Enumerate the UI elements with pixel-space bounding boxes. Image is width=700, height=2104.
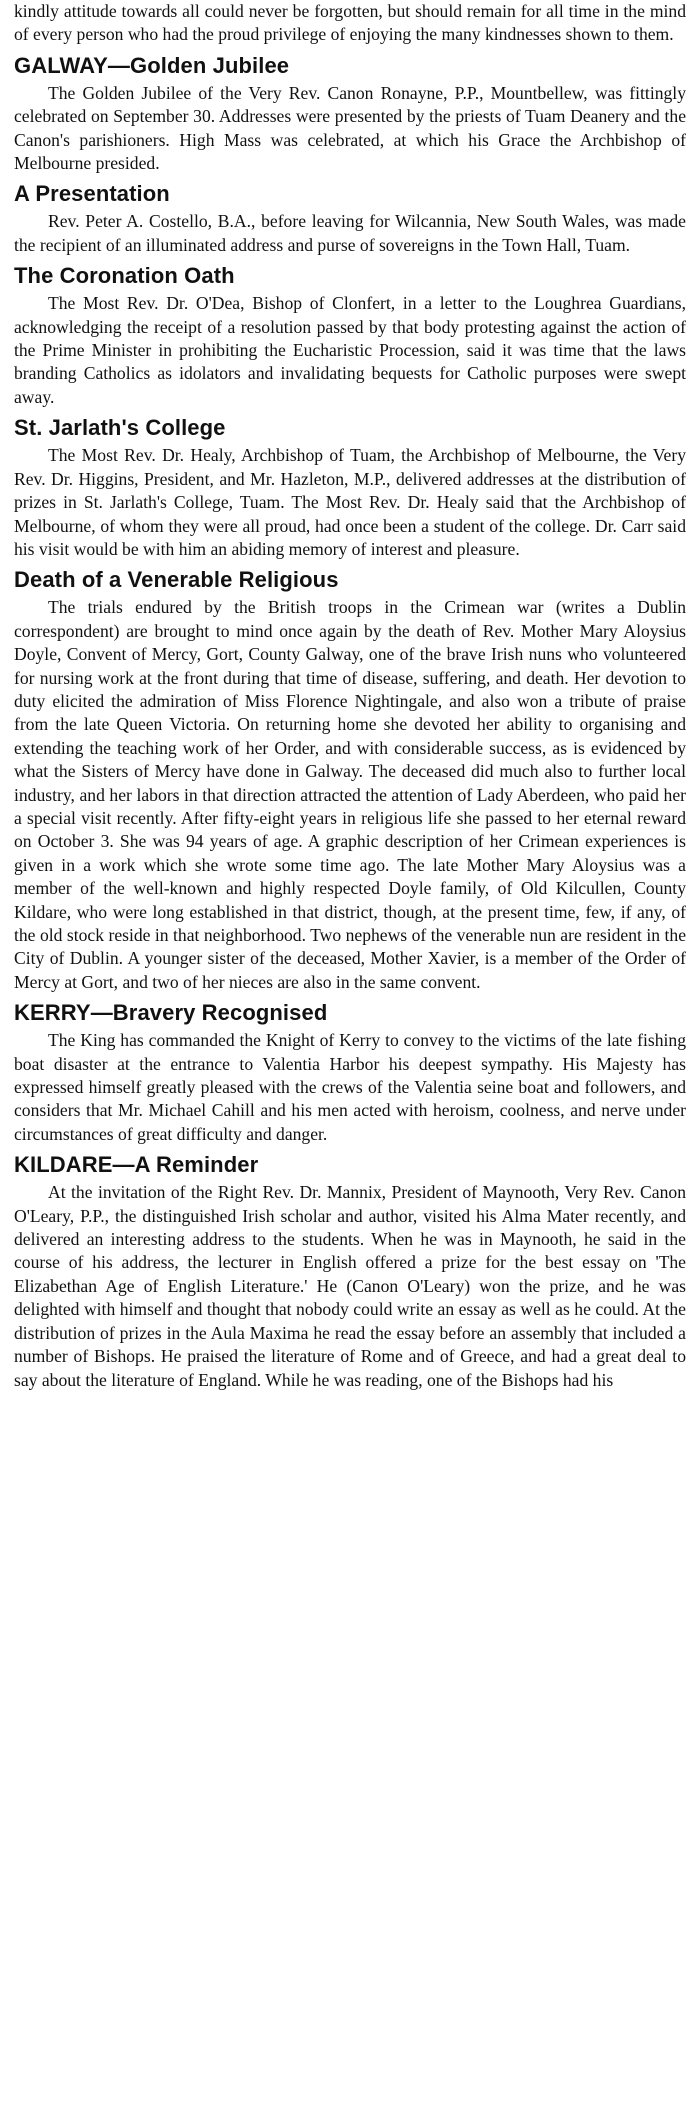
section-heading: KERRY—Bravery Recognised xyxy=(14,1000,328,1026)
section-coronation-oath xyxy=(14,262,686,409)
section-heading: St. Jarlath's College xyxy=(14,415,226,441)
section-body: The Most Rev. Dr. Healy, Archbishop of Tuam, the Archbishop of Melbourne, the Very Rev. Dr. Higgins, President, and Mr. Hazleton, M.P., delivered addresses at the distribution of prizes in St. Jarlath's College, Tuam. The Most Rev. Dr. Healy said that the Archbishop of Melbourne, of whom they were all proud, had once been a student of the college. Dr. Carr said his visit would be with him an abiding memory of interest and pleasure. xyxy=(14,445,686,559)
section-kildare-a-reminder xyxy=(14,1151,686,1392)
section-body: The Golden Jubilee of the Very Rev. Canon Ronayne, P.P., Mountbellew, was fittingly celebrated on September 30. Addresses were presented by the priests of Tuam Deanery and the Canon's parishioners. High Mass was celebrated, at which his Grace the Archbishop of Melbourne presided. xyxy=(14,82,686,174)
section-heading: Death of a Venerable Religious xyxy=(14,567,339,593)
section-death-of-venerable-religious xyxy=(14,566,686,994)
section-body: The Most Rev. Dr. O'Dea, Bishop of Clonfert, in a letter to the Loughrea Guardians, acknowledging the receipt of a resolution passed by that body protesting against the action of the Prime Minister in prohibiting the Eucharistic Procession, said it was time that the laws branding Catholics as idolators and invalidating bequests for Catholic purposes were swept away. xyxy=(14,293,686,407)
section-heading: KILDARE—A Reminder xyxy=(14,1152,259,1178)
section-heading: GALWAY—Golden Jubilee xyxy=(14,52,290,78)
section-kerry-bravery-recognised xyxy=(14,999,686,1146)
section-galway-golden-jubilee xyxy=(14,52,686,176)
section-a-presentation xyxy=(14,180,686,257)
section-body: Rev. Peter A. Costello, B.A., before leaving for Wilcannia, New South Wales, was made the recipient of an illuminated address and purse of sovereigns in the Town Hall, Tuam. xyxy=(14,211,686,255)
section-st-jarlaths-college xyxy=(14,414,686,561)
section-heading: The Coronation Oath xyxy=(14,263,235,289)
section-heading: A Presentation xyxy=(14,181,170,207)
section-body: The King has commanded the Knight of Kerry to convey to the victims of the late fishing boat disaster at the entrance to Valentia Harbor his deepest sympathy. His Majesty has expressed himself greatly pleased with the crews of the Valentia seine boat and followers, and considers that Mr. Michael Cahill and his men acted with heroism, coolness, and nerve under circumstances of great difficulty and danger. xyxy=(14,1030,686,1144)
section-body: The trials endured by the British troops in the Crimean war (writes a Dublin correspondent) are brought to mind once again by the death of Rev. Mother Mary Aloysius Doyle, Convent of Mercy, Gort, County Galway, one of the brave Irish nuns who volunteered for nursing work at the front during that time of disease, suffering, and death. Her devotion to duty elicited the admiration of Miss Florence Nightingale, and also won a tribute of praise from the late Queen Victoria. On returning home she devoted her ability to organising and extending the teaching work of her Order, and with considerable success, as is evidenced by what the Sisters of Mercy have done in Galway. The deceased did much also to further local industry, and her labors in that direction attracted the attention of Lady Aberdeen, who paid her a special visit recently. After fifty-eight years in religious life she passed to her eternal reward on October 3. She was 94 years of age. A graphic description of her Crimean experiences is given in a work which she wrote some time ago. The late Mother Mary Aloysius was a member of the well-known and highly respected Doyle family, of Old Kilcullen, County Kildare, who were long established in that district, though, at the present time, few, if any, of the old stock reside in that neighborhood. Two nephews of the venerable nun are resident in the City of Dublin. A younger sister of the deceased, Mother Xavier, is a member of the Order of Mercy at Gort, and two of her nieces are also in the same convent. xyxy=(14,597,686,992)
section-body: At the invitation of the Right Rev. Dr. Mannix, President of Maynooth, Very Rev. Canon O'Leary, P.P., the distinguished Irish scholar and author, visited his Alma Mater recently, and delivered an interesting address to the students. When he was in Maynooth, he said in the course of his address, the lecturer in English offered a prize for the best essay on 'The Elizabethan Age of English Literature.' He (Canon O'Leary) won the prize, and he was delighted with himself and thought that nobody could write an essay as well as he could. At the distribution of prizes in the Aula Maxima he read the essay before an assembly that included a number of Bishops. He praised the literature of Rome and of Greece, and had a great deal to say about the literature of England. While he was reading, one of the Bishops had his xyxy=(14,1182,686,1390)
intro-paragraph: kindly attitude towards all could never be forgotten, but should remain for all time in the mind of every person who had the proud privilege of enjoying the many kindnesses shown to them. xyxy=(14,1,686,45)
